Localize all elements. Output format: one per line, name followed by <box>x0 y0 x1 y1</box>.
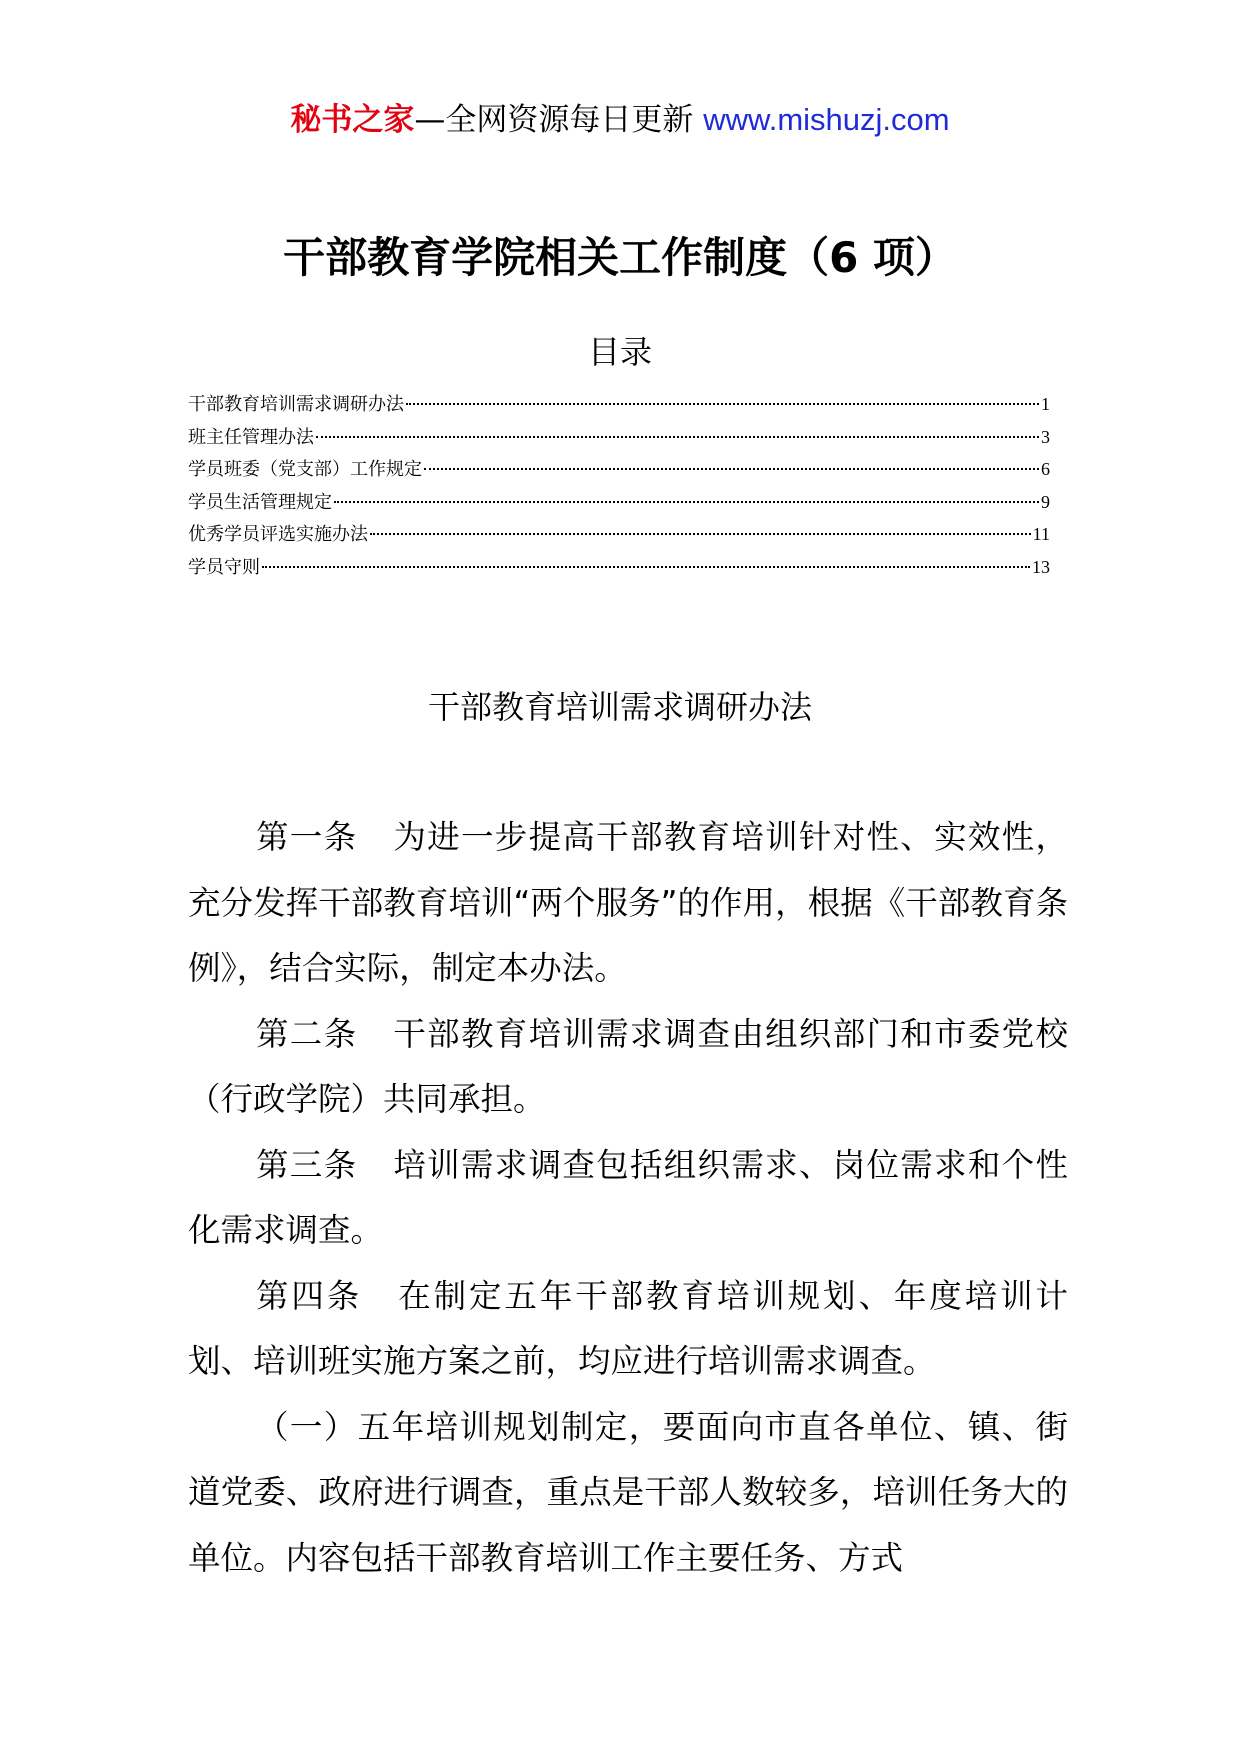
toc-entry-page: 11 <box>1032 524 1050 544</box>
toc-entry-label: 学员班委（党支部）工作规定 <box>188 459 422 480</box>
article-paragraph <box>188 1133 1068 1264</box>
toc-dot-leader <box>316 436 1039 438</box>
article-text: 干部教育培训需求调查由组织部门和市委党校（行政学院）共同承担。 <box>188 1014 1068 1118</box>
toc-entry[interactable] <box>188 421 1050 454</box>
article-paragraph <box>188 1264 1068 1395</box>
toc-entry-page: 3 <box>1041 426 1050 447</box>
toc-entry-label: 干部教育培训需求调研办法 <box>188 394 404 415</box>
article-number: 第三条 <box>256 1145 358 1184</box>
toc-entry-page: 13 <box>1032 556 1050 577</box>
sub-item-paragraph <box>188 1395 1068 1592</box>
toc-entry-page: 9 <box>1041 491 1050 512</box>
sub-item-text: （一）五年培训规划制定，要面向市直各单位、镇、街道党委、政府进行调查，重点是干部人数较多，培训任务大的单位。内容包括干部教育培训工作主要任务、方式 <box>188 1407 1068 1577</box>
toc-dot-leader <box>424 468 1039 470</box>
article-text: 在制定五年干部教育培训规划、年度培训计划、培训班实施方案之前，均应进行培训需求调查。 <box>188 1276 1068 1380</box>
site-url-link[interactable]: www.mishuzj.com <box>703 102 950 137</box>
toc-entry-page: 6 <box>1041 459 1050 479</box>
site-banner <box>0 100 1240 140</box>
toc-entry[interactable] <box>188 388 1050 421</box>
toc-dot-leader <box>370 533 1031 535</box>
toc-dot-leader <box>334 501 1039 503</box>
article-paragraph <box>188 805 1068 1002</box>
article-number: 第二条 <box>256 1014 358 1053</box>
toc-entry-page: 1 <box>1041 394 1050 414</box>
article-paragraph <box>188 1002 1068 1133</box>
article-text: 为进一步提高干部教育培训针对性、实效性，充分发挥干部教育培训“两个服务”的作用，根据《干部教育条例》，结合实际，制定本办法。 <box>188 818 1068 987</box>
toc-dot-leader <box>262 566 1030 568</box>
toc-entry[interactable] <box>188 551 1050 584</box>
banner-slogan: —全网资源每日更新 <box>414 102 704 138</box>
section-title: 干部教育培训需求调研办法 <box>427 688 812 726</box>
toc-entry[interactable] <box>188 453 1050 486</box>
toc-heading: 目录 <box>587 333 652 371</box>
toc-dot-leader <box>406 403 1039 405</box>
document-title: 干部教育学院相关工作制度（6 项） <box>283 233 957 282</box>
toc-entry-label: 学员守则 <box>188 556 260 578</box>
table-of-contents <box>188 388 1050 583</box>
section-body <box>188 805 1068 1591</box>
article-number: 第一条 <box>256 818 358 856</box>
toc-entry-label: 学员生活管理规定 <box>188 491 332 513</box>
toc-entry[interactable] <box>188 518 1050 551</box>
toc-entry-label: 优秀学员评选实施办法 <box>188 524 368 545</box>
toc-entry[interactable] <box>188 486 1050 519</box>
article-number: 第四条 <box>256 1276 363 1315</box>
toc-entry-label: 班主任管理办法 <box>188 426 314 448</box>
article-text: 培训需求调查包括组织需求、岗位需求和个性化需求调查。 <box>188 1145 1068 1249</box>
brand-name: 秘书之家 <box>290 102 415 138</box>
